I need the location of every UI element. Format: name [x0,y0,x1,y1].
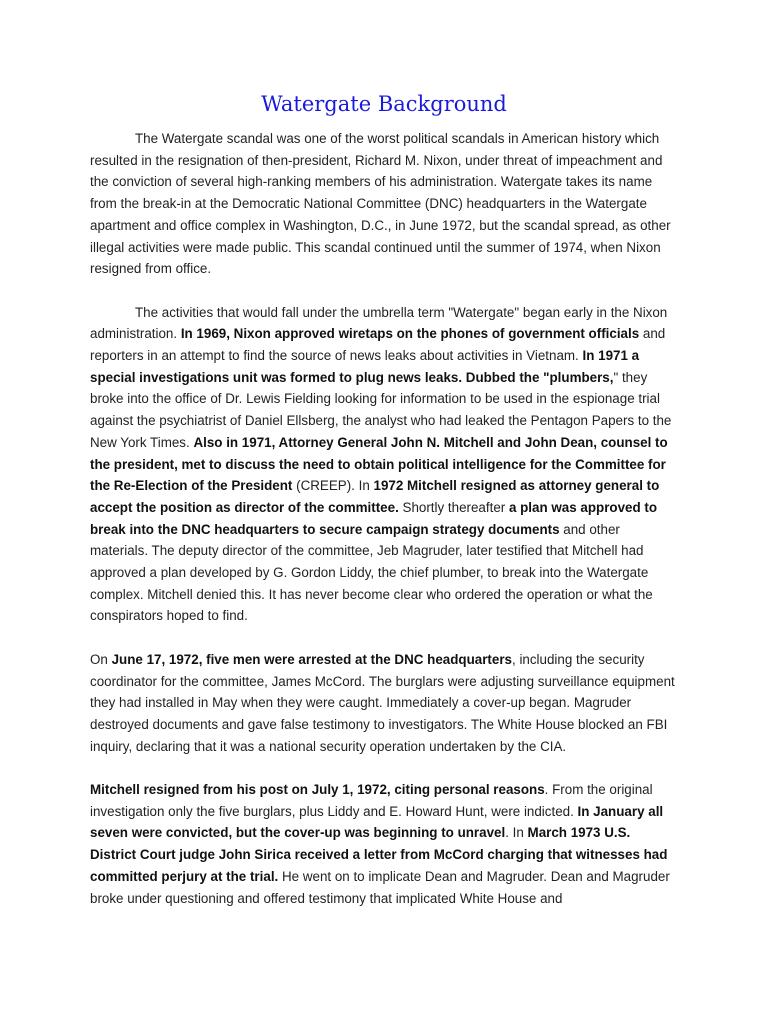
bold-text-segment: In 1969, Nixon approved wiretaps on the phones of government officials [180,326,640,342]
text-segment: " they broke into the office of Dr. Lewis Fielding looking for information to be used in the espionage trial against the psychiatrist of Daniel Ellsberg, the analyst who had leaked the Pentagon Papers to the New York Times. [90,369,672,450]
text-segment: The Watergate scandal was one of the worst political scandals in American history which resulted in the resignation of then-president, Richard M. Nixon, under threat of impeachment and the conviction of several high-ranking members of his administration. Watergate takes its name from the break-in at the Democratic National Committee (DNC) headquarters in the Watergate apartment and office complex in Washington, D.C., in June 1972, but the scandal spread, as other illegal activities were made public. This scandal continued until the summer of 1974, when Nixon resigned from office. [90,131,671,277]
text-segment: (CREEP). In [292,478,374,494]
text-segment: Shortly thereafter [398,499,509,515]
bold-text-segment: 1972 Mitchell resigned as attorney general to accept the position as director of the committee. [90,478,660,515]
bold-text-segment: In January all seven were convicted, but the cover-up was beginning to unravel [90,803,664,841]
paragraph [90,649,680,758]
document-body [90,128,680,931]
bold-text-segment: In 1971 a special investigations unit was formed to plug news leaks. Dubbed the "plumbers, [90,348,640,385]
text-segment: The activities that would fall under the umbrella term "Watergate" began early in the Nixon administration. [90,304,668,342]
bold-text-segment: Also in 1971, Attorney General John N. Mitchell and John Dean, counsel to the president, met to discuss the need to obtain political intelligence for the Committee for the Re-Election of the President [90,434,668,494]
document-title: Watergate Background [261,92,507,116]
bold-text-segment: June 17, 1972, five men were arrested at the DNC headquarters [111,651,512,667]
bold-text-segment: March 1973 U.S. District Court judge John Sirica received a letter from McCord charging that witnesses had committed perjury at the trial. [90,825,668,884]
bold-text-segment: Mitchell resigned from his post on July 1, 1972, citing personal reasons [90,782,545,798]
paragraph [90,128,680,280]
text-segment: On [90,651,112,667]
text-segment: , including the security coordinator for the committee, James McCord. The burglars were adjusting surveillance equipment they had installed in May when they were caught. Immediately a cover-up began. Magruder destroyed documents and gave false testimony to investigators. The White House blocked an FBI inquiry, declaring that it was a national security operation undertaken by the CIA. [90,651,675,754]
text-segment: . In [505,825,528,841]
text-segment: and reporters in an attempt to find the source of news leaks about activities in Vietnam. [90,326,666,364]
paragraph [90,302,680,628]
paragraph [90,779,680,909]
bold-text-segment: a plan was approved to break into the DNC headquarters to secure campaign strategy documents [90,499,658,537]
text-segment: and other materials. The deputy director of the committee, Jeb Magruder, later testified that Mitchell had approved a plan developed by G. Gordon Liddy, the chief plumber, to break into the Watergate complex. Mitchell denied this. It has never become clear who ordered the operation or what the conspirators hoped to find. [90,521,653,624]
text-segment: He went on to implicate Dean and Magruder. Dean and Magruder broke under questioning and offered testimony that implicated White House and [90,868,670,906]
text-segment: . From the original investigation only the five burglars, plus Liddy and E. Howard Hunt, were indicted. [90,782,653,819]
